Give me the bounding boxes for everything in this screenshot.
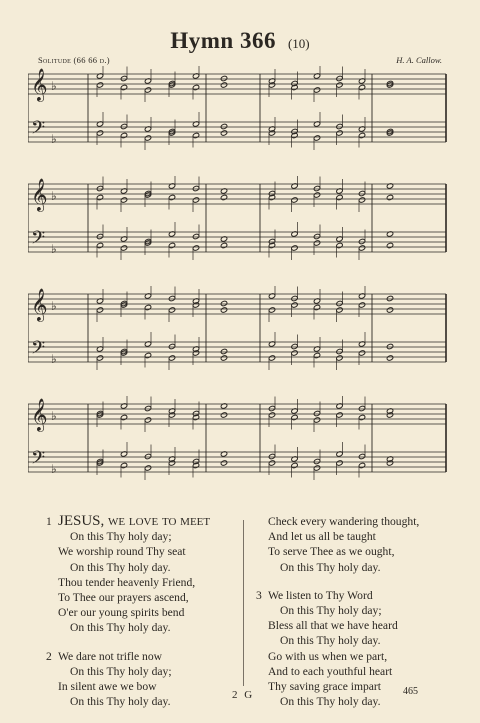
note-head xyxy=(358,132,365,138)
page-number: 465 xyxy=(403,686,418,697)
note-head xyxy=(336,460,343,466)
note-head xyxy=(120,462,127,468)
flat-icon: ♭ xyxy=(51,352,57,366)
note-head xyxy=(96,194,103,200)
note-head xyxy=(192,132,199,138)
note-head xyxy=(220,123,227,129)
note-head xyxy=(336,307,343,313)
verse-column-left xyxy=(46,514,236,709)
note-head xyxy=(220,412,227,418)
note-head xyxy=(358,453,365,459)
verse-number: 3 xyxy=(256,588,262,602)
note-head xyxy=(291,343,298,349)
note-head xyxy=(120,123,127,129)
flat-icon: ♭ xyxy=(51,132,57,146)
note-head xyxy=(192,84,199,90)
tune-name: Solitude (66 66 d.) xyxy=(38,55,110,65)
hymn-title-block xyxy=(0,28,480,54)
note-head xyxy=(96,242,103,248)
note-head xyxy=(220,348,227,354)
note-head xyxy=(192,197,199,203)
music-system-1 xyxy=(28,66,448,156)
verse-number: 2 xyxy=(46,649,52,663)
note-head xyxy=(336,75,343,81)
verse-line: And to each youthful heart xyxy=(268,664,393,678)
note-head xyxy=(220,242,227,248)
note-head xyxy=(313,87,320,93)
note-head xyxy=(358,414,365,420)
note-head xyxy=(358,462,365,468)
note-head xyxy=(192,245,199,251)
verse-2-continued xyxy=(256,514,456,575)
verse-line: Go with us when we part, xyxy=(268,649,388,663)
verse-line: O'er our young spirits bend xyxy=(58,606,185,620)
verse-line: And let us all be taught xyxy=(268,530,376,544)
note-head xyxy=(168,194,175,200)
hymn-title: Hymn 366 xyxy=(170,28,276,53)
note-head xyxy=(120,84,127,90)
note-head xyxy=(291,414,298,420)
verse-line: On this Thy holy day. xyxy=(280,695,381,709)
verse-line: 2 We dare not trifle now xyxy=(46,649,163,663)
printer-signature: 2 G xyxy=(232,689,255,701)
treble-clef-icon: 𝄞 xyxy=(31,398,48,431)
note-head xyxy=(336,242,343,248)
bass-clef-icon: 𝄢 xyxy=(31,338,46,363)
note-head xyxy=(313,192,320,198)
verse-line: On this Thy holy day. xyxy=(70,695,171,709)
verse-1 xyxy=(46,514,236,636)
note-head xyxy=(358,197,365,203)
verse-line: Thou tender heavenly Friend, xyxy=(58,575,196,589)
verse-line: On this Thy holy day; xyxy=(70,664,172,678)
verse-line: Thy saving grace impart xyxy=(268,680,381,694)
note-head xyxy=(96,355,103,361)
note-head xyxy=(144,304,151,310)
verse-line: On this Thy holy day; xyxy=(70,530,172,544)
note-head xyxy=(144,87,151,93)
note-head xyxy=(358,302,365,308)
composer-name: H. A. Callow. xyxy=(396,55,442,65)
note-head xyxy=(220,307,227,313)
note-head xyxy=(313,135,320,141)
note-head xyxy=(168,242,175,248)
note-head xyxy=(336,130,343,136)
note-head xyxy=(386,295,393,301)
note-head xyxy=(168,343,175,349)
verse-line: On this Thy holy day. xyxy=(70,621,171,635)
music-system-3 xyxy=(28,286,448,376)
note-head xyxy=(358,405,365,411)
note-head xyxy=(96,130,103,136)
treble-clef-icon: 𝄞 xyxy=(31,68,48,101)
note-head xyxy=(313,240,320,246)
note-head xyxy=(386,242,393,248)
note-head xyxy=(313,458,320,464)
note-head xyxy=(313,185,320,191)
note-head xyxy=(336,300,343,306)
treble-clef-icon: 𝄞 xyxy=(31,178,48,211)
note-head xyxy=(144,417,151,423)
note-head xyxy=(96,307,103,313)
note-head xyxy=(220,460,227,466)
note-head xyxy=(220,75,227,81)
note-head xyxy=(291,245,298,251)
note-head xyxy=(268,412,275,418)
note-head xyxy=(96,185,103,191)
note-head xyxy=(120,75,127,81)
verse-line: 1 JESUS, we love to meet xyxy=(46,513,211,529)
hymn-alt-number: (10) xyxy=(287,36,310,51)
verse-line: 3 We listen to Thy Word xyxy=(256,588,373,602)
treble-clef-icon: 𝄞 xyxy=(31,288,48,321)
note-head xyxy=(386,343,393,349)
note-head xyxy=(144,352,151,358)
note-head xyxy=(291,462,298,468)
note-head xyxy=(313,233,320,239)
note-head xyxy=(291,197,298,203)
verse-column-right xyxy=(256,514,456,709)
verse-line: On this Thy holy day; xyxy=(280,604,382,618)
note-head xyxy=(336,194,343,200)
column-divider xyxy=(243,520,244,686)
note-head xyxy=(144,465,151,471)
note-head xyxy=(358,350,365,356)
verse-number: 1 xyxy=(46,515,52,528)
note-head xyxy=(313,465,320,471)
music-system-4 xyxy=(28,396,448,496)
note-head xyxy=(291,295,298,301)
note-head xyxy=(220,355,227,361)
note-head xyxy=(313,410,320,416)
note-head xyxy=(336,412,343,418)
verse-line: We worship round Thy seat xyxy=(58,545,186,559)
verse-line: On this Thy holy day. xyxy=(280,634,381,648)
note-head xyxy=(144,135,151,141)
verse-3 xyxy=(256,588,456,710)
note-head xyxy=(336,82,343,88)
note-head xyxy=(220,194,227,200)
note-head xyxy=(192,233,199,239)
verse-line: To serve Thee as we ought, xyxy=(268,545,395,559)
verse-line: Bless all that we have heard xyxy=(268,619,398,633)
note-head xyxy=(120,414,127,420)
music-system-2 xyxy=(28,176,448,266)
note-head xyxy=(268,355,275,361)
note-head xyxy=(358,238,365,244)
note-head xyxy=(386,307,393,313)
flat-icon: ♭ xyxy=(51,79,57,93)
note-head xyxy=(386,355,393,361)
note-head xyxy=(120,197,127,203)
note-head xyxy=(168,355,175,361)
note-head xyxy=(144,453,151,459)
note-head xyxy=(120,132,127,138)
note-head xyxy=(358,190,365,196)
bass-clef-icon: 𝄢 xyxy=(31,118,46,143)
note-head xyxy=(291,302,298,308)
note-head xyxy=(358,245,365,251)
note-head xyxy=(168,307,175,313)
note-head xyxy=(336,355,343,361)
flat-icon: ♭ xyxy=(51,409,57,423)
note-head xyxy=(220,300,227,306)
verse-line: Check every wandering thought, xyxy=(268,515,420,528)
note-head xyxy=(268,405,275,411)
verse-line: To Thee our prayers ascend, xyxy=(58,591,189,605)
note-head xyxy=(336,123,343,129)
verse-2 xyxy=(46,649,236,710)
note-head xyxy=(220,130,227,136)
note-head xyxy=(313,304,320,310)
bass-clef-icon: 𝄢 xyxy=(31,228,46,253)
note-head xyxy=(268,453,275,459)
note-head xyxy=(220,82,227,88)
flat-icon: ♭ xyxy=(51,462,57,476)
note-head xyxy=(291,350,298,356)
note-head xyxy=(386,194,393,200)
flat-icon: ♭ xyxy=(51,242,57,256)
note-head xyxy=(268,307,275,313)
note-head xyxy=(120,245,127,251)
note-head xyxy=(336,348,343,354)
verse-line: On this Thy holy day. xyxy=(70,560,171,574)
note-head xyxy=(268,460,275,466)
bass-clef-icon: 𝄢 xyxy=(31,448,46,473)
verse-line: On this Thy holy day. xyxy=(280,560,381,574)
note-head xyxy=(168,295,175,301)
note-head xyxy=(313,417,320,423)
verse-line: In silent awe we bow xyxy=(58,680,157,694)
flat-icon: ♭ xyxy=(51,299,57,313)
note-head xyxy=(96,233,103,239)
note-head xyxy=(192,185,199,191)
note-head xyxy=(313,352,320,358)
flat-icon: ♭ xyxy=(51,189,57,203)
note-head xyxy=(358,84,365,90)
note-head xyxy=(96,82,103,88)
note-head xyxy=(144,405,151,411)
